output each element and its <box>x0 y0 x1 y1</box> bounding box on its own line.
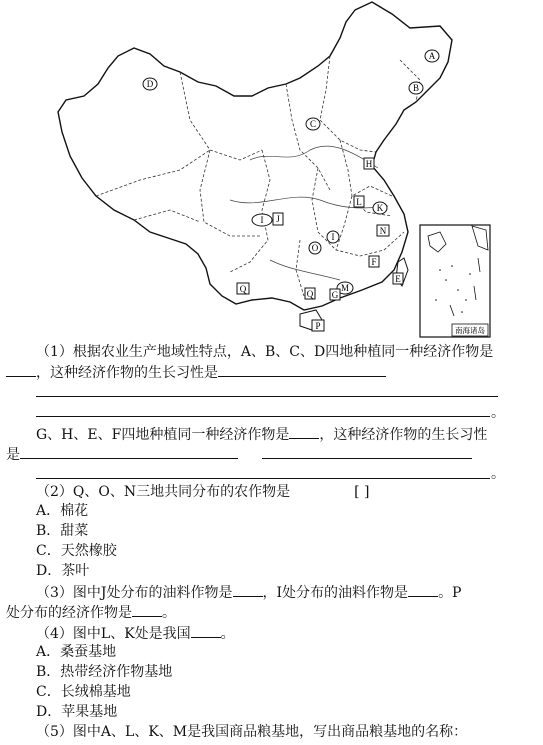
marker-b <box>409 82 423 94</box>
svg-text:B: B <box>412 83 420 93</box>
q3-stem-5: 。 <box>162 605 176 621</box>
q3-line1 <box>0 582 543 603</box>
q5-stem-line <box>0 722 543 742</box>
marker-h <box>364 158 374 169</box>
q2-option-a[interactable]: A．棉花 <box>36 503 89 519</box>
marker-i-2 <box>327 231 339 243</box>
svg-text:E: E <box>395 274 401 284</box>
q1-blank-habit-1[interactable] <box>218 362 386 377</box>
marker-f <box>369 256 379 267</box>
q2-option-c[interactable]: C．天然橡胶 <box>36 543 117 559</box>
q4-blank[interactable] <box>191 623 221 638</box>
q3-stem-2: ，I处分布的油料作物是 <box>262 585 409 601</box>
south-china-sea-inset <box>420 225 490 337</box>
marker-o <box>309 242 321 254</box>
svg-text:I: I <box>260 215 264 225</box>
q4-stem-end: 。 <box>220 626 235 642</box>
q1-blank-habit-2b[interactable] <box>262 444 472 459</box>
q1-stem-5: 是 <box>6 447 20 463</box>
marker-k <box>373 202 387 214</box>
q4-stem-line <box>0 623 543 644</box>
q1-stem-1: （1）根据农业生产地域性特点，A、B、C、D四地种植同一种经济作物是 <box>36 344 494 360</box>
marker-q <box>237 283 249 294</box>
svg-text:C: C <box>309 119 317 129</box>
q3-stem-4: 处分布的经济作物是 <box>6 605 132 621</box>
marker-d <box>143 78 157 90</box>
marker-l <box>354 196 364 207</box>
china-outline <box>58 2 452 310</box>
q1-answer-rule-3[interactable] <box>36 478 490 479</box>
q1-blank-habit-2a[interactable] <box>20 444 238 459</box>
q4-stem: （4）图中L、K处是我国 <box>36 626 191 642</box>
q2-answer-bracket[interactable]: [ ] <box>354 484 370 500</box>
q2-option-b[interactable]: B．甜菜 <box>36 523 89 539</box>
q4-option-b[interactable]: B．热带经济作物基地 <box>36 664 173 680</box>
q4-option-a[interactable]: A．桑蚕基地 <box>36 644 117 660</box>
svg-text:L: L <box>356 197 362 207</box>
marker-e <box>393 273 403 284</box>
q1-stem-3: G、H、E、F四地种植同一种经济作物是 <box>36 427 290 443</box>
q2-option-d[interactable]: D．茶叶 <box>36 563 90 579</box>
svg-text:Q: Q <box>306 289 314 299</box>
q1-line2 <box>0 362 543 383</box>
marker-g-2 <box>253 210 263 221</box>
marker-j <box>273 213 283 225</box>
q3-line2 <box>0 602 543 623</box>
svg-text:N: N <box>379 226 387 236</box>
q3-blank-p[interactable] <box>132 602 162 617</box>
q3-blank-j[interactable] <box>233 582 263 597</box>
map-markers <box>143 50 439 331</box>
china-map <box>0 0 543 340</box>
svg-text:H: H <box>365 159 373 169</box>
q1-period-2: 。 <box>491 466 505 482</box>
q1-stem-4: ，这种经济作物的生长习性 <box>319 427 488 443</box>
inset-label: 南海诸岛 <box>455 326 485 335</box>
q4-option-c[interactable]: C．长绒棉基地 <box>36 684 131 700</box>
q1-blank-crop[interactable] <box>6 362 36 377</box>
marker-c <box>306 118 320 130</box>
q4-option-d[interactable]: D．苹果基地 <box>36 704 118 720</box>
marker-n <box>377 225 389 236</box>
svg-text:G: G <box>331 290 339 300</box>
svg-text:J: J <box>276 214 280 224</box>
q1-line5 <box>0 424 543 445</box>
q2-stem-line <box>0 482 543 502</box>
q1-period-1: 。 <box>491 405 505 421</box>
q1-answer-rule-1[interactable] <box>36 396 498 397</box>
q1-answer-rule-2[interactable] <box>36 416 490 417</box>
svg-text:K: K <box>376 203 384 213</box>
svg-text:F: F <box>371 257 377 267</box>
marker-q-2 <box>305 288 315 299</box>
marker-p <box>312 320 324 331</box>
marker-g <box>330 289 340 300</box>
svg-text:Q: Q <box>239 284 247 294</box>
q5-stem: （5）图中A、L、K、M是我国商品粮基地，写出商品粮基地的名称： <box>36 724 468 740</box>
q1-line6 <box>0 444 543 465</box>
svg-text:D: D <box>146 79 154 89</box>
svg-text:I: I <box>331 232 335 242</box>
svg-text:P: P <box>315 321 321 331</box>
marker-a <box>425 50 439 62</box>
svg-text:M: M <box>340 283 350 293</box>
q1-line1 <box>0 342 543 362</box>
svg-text:O: O <box>311 243 319 253</box>
q3-stem-3: 。P <box>438 585 462 601</box>
q1-blank-crop-2[interactable] <box>289 424 319 439</box>
svg-text:A: A <box>428 51 436 61</box>
q1-stem-2: ，这种经济作物的生长习性是 <box>36 365 218 381</box>
q2-stem: （2）Q、O、N三地共同分布的农作物是 <box>36 484 291 500</box>
q3-stem-1: （3）图中J处分布的油料作物是 <box>36 585 233 601</box>
q3-blank-i[interactable] <box>408 582 438 597</box>
